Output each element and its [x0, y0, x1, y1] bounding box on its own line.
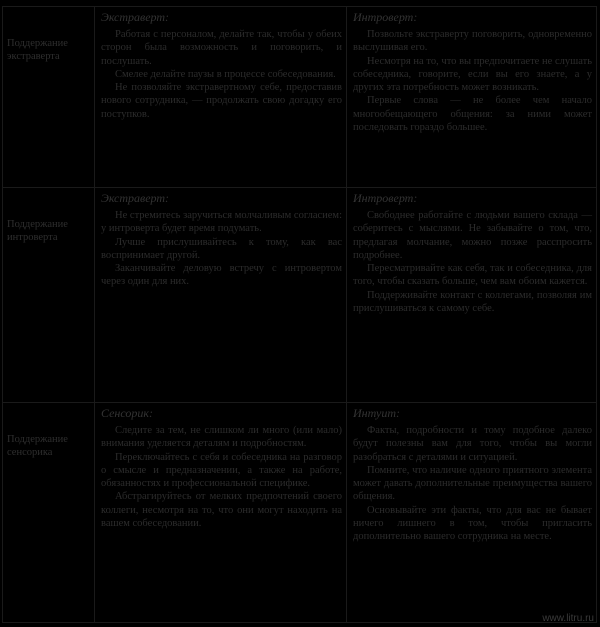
paragraph: Помните, что наличие одного приятного элемента может давать дополнительные преимущества вашего общения.	[353, 464, 592, 503]
paragraph: Работая с персоналом, делайте так, чтобы у обеих сторон была возможность и поговорить, и послушать.	[101, 29, 342, 67]
paragraph: Лучше прислушивайтесь к тому, как вас воспринимает другой.	[101, 236, 342, 261]
column-a-cell	[95, 7, 347, 188]
row-label: Поддержание сенсорика	[7, 434, 68, 458]
paragraph: Переключайтесь с себя и собеседника на разговор о смысле и предназначении, а также на работе, обязанностях и профессиональной специфике.	[101, 451, 342, 490]
row-label-cell	[3, 188, 95, 403]
paragraph: Поддерживайте контакт с коллегами, позволяя им прислушиваться к самому себе.	[353, 289, 592, 315]
column-b-cell	[347, 7, 597, 188]
watermark: www.litru.ru	[542, 613, 594, 624]
cell-text	[347, 424, 596, 544]
paragraph: Смелее делайте паузы в процессе собеседования.	[115, 68, 336, 80]
column-b-cell	[347, 403, 597, 623]
row-label: Поддержание интроверта	[7, 219, 68, 243]
cell-text	[95, 28, 346, 121]
paragraph: Следите за тем, не слишком ли много (или мало) внимания уделяется деталям и подробностям.	[101, 425, 342, 450]
table-row	[3, 7, 597, 188]
column-heading: Интроверт:	[353, 10, 418, 24]
row-label: Поддержание экстраверта	[7, 38, 68, 62]
paragraph: Позвольте экстраверту поговорить, одновременно выслушивая его.	[353, 29, 592, 54]
cell-text	[95, 424, 346, 530]
paragraph: Факты, подробности и тому подобное далеко будут полезны вам для того, чтобы вы могли разобраться с деталями и ситуацией.	[353, 425, 592, 463]
table-row	[3, 188, 597, 403]
paragraph: Пересматривайте как себя, так и собеседника, для того, чтобы сказать больше, чем вам обоим кажется.	[353, 263, 592, 288]
column-heading: Интуит:	[353, 406, 400, 420]
paragraph: Свободнее работайте с людьми вашего склада — соберитесь с мыслями. Не забывайте о том, что, предлагая молчание, можно позже расспросить подробнее.	[353, 210, 592, 261]
column-heading: Сенсорик:	[101, 406, 154, 420]
table-row	[3, 403, 597, 623]
cell-text	[347, 28, 596, 134]
row-label-cell	[3, 403, 95, 623]
column-a-cell	[95, 188, 347, 403]
cell-text	[347, 209, 596, 315]
paragraph: Основывайте эти факты, что для вас не бывает ничего лишнего в том, чтобы пригласить дополнительно вашего сотрудника на месте.	[353, 504, 592, 543]
paragraph: Заканчивайте деловую встречу с интровертом через один для них.	[101, 263, 342, 288]
paragraph: Не позволяйте экстравертному себе, предоставив нового сотрудника, — продолжать свою догадку его поступков.	[101, 82, 342, 120]
column-a-cell	[95, 403, 347, 623]
column-heading: Интроверт:	[353, 191, 418, 205]
column-b-cell	[347, 188, 597, 403]
paragraph: Несмотря на то, что вы предпочитаете не слушать собеседника, говорите, если вы его знаете, а у других эта потребность может возникать.	[353, 55, 592, 94]
paragraph: Не стремитесь заручиться молчаливым согласием: у интроверта будет время подумать.	[101, 210, 342, 235]
cell-text	[95, 209, 346, 289]
comparison-table	[2, 6, 597, 623]
row-label-cell	[3, 7, 95, 188]
column-heading: Экстраверт:	[101, 191, 170, 205]
column-heading: Экстраверт:	[101, 10, 170, 24]
paragraph: Абстрагируйтесь от мелких предпочтений своего коллеги, несмотря на то, что они могут находить на вашем собеседовании.	[101, 491, 342, 530]
paragraph: Первые слова — не более чем начало многообещающего общения: за ними может последовать гораздо большее.	[353, 95, 592, 134]
